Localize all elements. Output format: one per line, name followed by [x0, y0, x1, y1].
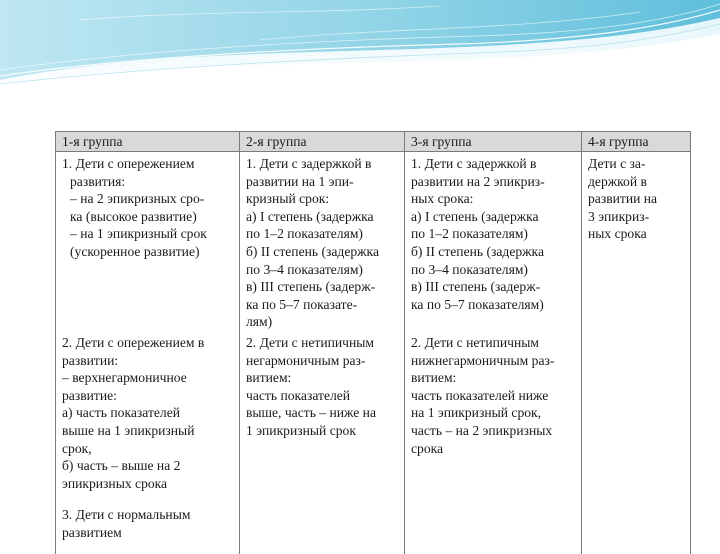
cell-group-3-row-2 [405, 331, 582, 554]
cell-line: а) I степень (задержка [246, 208, 374, 224]
cell-line: часть – на 2 эпикризных [411, 422, 553, 438]
cell-line: 2. Дети с нетипичным [411, 335, 540, 350]
header-group-2: 2-я группа [240, 132, 405, 152]
cell-line: выше, часть – ниже на [246, 405, 376, 421]
cell-line: ка по 5–7 показателям) [411, 296, 544, 312]
cell-line: нижнегармоничным раз- [411, 352, 555, 368]
cell-line: кризный срок: [246, 191, 330, 207]
table-row [56, 152, 691, 332]
cell-line: б) II степень (задержка [411, 243, 544, 259]
cell-line: часть показателей [246, 387, 351, 403]
cell-line: по 1–2 показателям) [411, 226, 528, 242]
cell-line: Дети с за- [588, 156, 646, 171]
cell-line: развитие: [62, 387, 117, 403]
cell-line: ка (высокое развитие) [70, 208, 197, 224]
decorative-wave-banner [0, 0, 720, 100]
cell-line: а) I степень (задержка [411, 208, 539, 224]
cell-line: ка по 5–7 показате- [246, 296, 358, 312]
table-row [56, 331, 691, 554]
cell-line: 1. Дети с задержкой в [411, 156, 537, 171]
cell-group-1-row-1 [56, 152, 240, 332]
cell-line: в) III степень (задерж- [246, 279, 376, 295]
cell-line: часть показателей ниже [411, 387, 549, 403]
cell-line: а) часть показателей [62, 405, 181, 421]
cell-group-1-row-2 [56, 331, 240, 554]
header-group-1: 1-я группа [56, 132, 240, 152]
cell-line: негармоничным раз- [246, 352, 366, 368]
cell-line: выше на 1 эпикризный [62, 422, 195, 438]
cell-spacer [62, 492, 236, 506]
cell-line: развитием [62, 524, 122, 540]
cell-line: – верхнегармоничное [62, 370, 187, 386]
cell-line: развитии: [62, 352, 119, 368]
cell-line: б) II степень (задержка [246, 243, 379, 259]
cell-line: по 3–4 показателям) [411, 261, 528, 277]
cell-line: развитии на 1 эпи- [246, 173, 354, 189]
cell-group-2-row-1 [240, 152, 405, 332]
cell-line: 2. Дети с нетипичным [246, 335, 375, 350]
cell-line: витием: [246, 370, 292, 386]
cell-group-2-row-2 [240, 331, 405, 554]
cell-line: ных срока: [411, 191, 474, 207]
cell-line: срок, [62, 440, 92, 456]
cell-line: срока [411, 440, 444, 456]
cell-line: 3 эпикриз- [588, 208, 650, 224]
cell-line: ных срока [588, 226, 647, 242]
cell-line: 3. Дети с нормальным [62, 507, 191, 523]
development-groups-table [55, 131, 691, 554]
cell-line: витием: [411, 370, 457, 386]
header-group-3: 3-я группа [405, 132, 582, 152]
cell-line: б) часть – выше на 2 [62, 458, 181, 474]
cell-line: держкой в [588, 173, 647, 189]
cell-line: – на 1 эпикризный срок [70, 226, 207, 242]
cell-line: (ускоренное развитие) [70, 243, 200, 259]
cell-line: по 1–2 показателям) [246, 226, 363, 242]
cell-line: в) III степень (задерж- [411, 279, 541, 295]
table-header-row [56, 132, 691, 152]
cell-group-4-row-2 [582, 331, 691, 554]
cell-line: 1 эпикризный срок [246, 422, 356, 438]
cell-group-3-row-1 [405, 152, 582, 332]
cell-line: 1. Дети с задержкой в [246, 156, 372, 171]
cell-line: развития: [70, 173, 126, 189]
cell-line: развитии на [588, 191, 658, 207]
cell-line: – на 2 эпикризных сро- [70, 191, 205, 207]
cell-line: развитии на 2 эпикриз- [411, 173, 545, 189]
cell-line: 1. Дети с опережением [62, 156, 195, 171]
header-group-4: 4-я группа [582, 132, 691, 152]
cell-group-4-row-1 [582, 152, 691, 332]
cell-line: лям) [246, 314, 273, 330]
cell-line: по 3–4 показателям) [246, 261, 363, 277]
cell-line: 2. Дети с опережением в [62, 335, 205, 350]
cell-line: эпикризных срока [62, 475, 168, 491]
cell-line: на 1 эпикризный срок, [411, 405, 542, 421]
